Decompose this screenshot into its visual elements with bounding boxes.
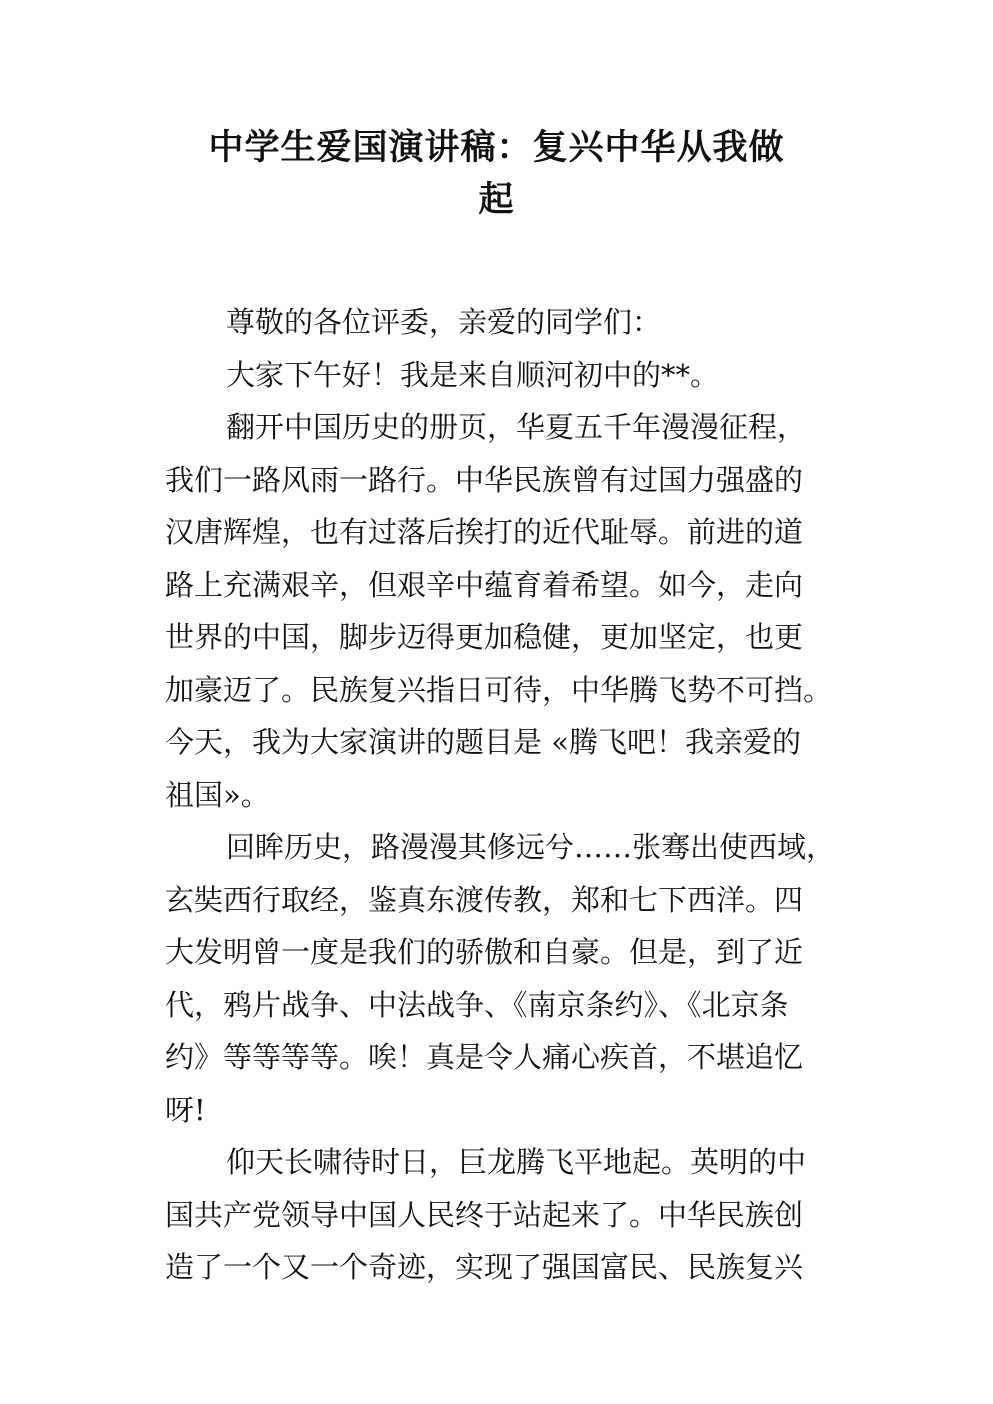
document-body (165, 296, 855, 1294)
paragraph-line: 我们一路风雨一路行。中华民族曾有过国力强盛的 (165, 462, 804, 497)
title-line-1: 中学生爱国演讲稿：复兴中华从我做 (208, 128, 785, 168)
paragraph-line: 回眸历史，路漫漫其修远兮……张骞出使西域， (226, 830, 836, 864)
title-line-2: 起 (478, 180, 515, 220)
paragraph-history (165, 401, 855, 821)
paragraph-line: 造了一个又一个奇迹，实现了强国富民、民族复兴 (165, 1250, 804, 1284)
paragraph-retrospect (165, 821, 855, 1136)
paragraph-line: 仰天长啸待时日，巨龙腾飞平地起。英明的中 (226, 1145, 807, 1179)
paragraph-line: 加豪迈了。民族复兴指日可待，中华腾飞势不可挡。 (165, 672, 833, 707)
paragraph-line: 呀! (165, 1092, 206, 1127)
paragraph-line: 翻开中国历史的册页，华夏五千年漫漫征程， (226, 410, 807, 444)
paragraph-salutation (165, 296, 855, 349)
paragraph-line: 路上充满艰辛，但艰辛中蕴育着希望。如今，走向 (165, 567, 804, 602)
paragraph-line: 尊敬的各位评委，亲爱的同学们： (226, 305, 662, 339)
paragraph-line: 世界的中国，脚步迈得更加稳健，更加坚定，也更 (165, 620, 804, 654)
paragraph-line: 玄奘西行取经，鉴真东渡传教，郑和七下西洋。四 (165, 882, 804, 917)
paragraph-line: 国共产党领导中国人民终于站起来了。中华民族创 (165, 1197, 804, 1232)
paragraph-rise (165, 1136, 855, 1294)
paragraph-line: 祖国»。 (165, 777, 270, 812)
paragraph-line: 大发明曾一度是我们的骄傲和自豪。但是，到了近 (165, 935, 804, 969)
paragraph-line: 约》等等等等。唉！真是令人痛心疾首，不堪追忆 (165, 1040, 804, 1074)
paragraph-greeting (165, 349, 855, 402)
document-title (160, 122, 833, 226)
paragraph-line: 代，鸦片战争、中法战争、《南京条约》、《北京条 (165, 987, 789, 1022)
paragraph-line: 汉唐辉煌，也有过落后挨打的近代耻辱。前进的道 (165, 515, 804, 549)
paragraph-line: 今天，我为大家演讲的题目是 «腾飞吧！我亲爱的 (165, 725, 801, 759)
paragraph-line: 大家下午好！我是来自顺河初中的**。 (226, 357, 720, 392)
